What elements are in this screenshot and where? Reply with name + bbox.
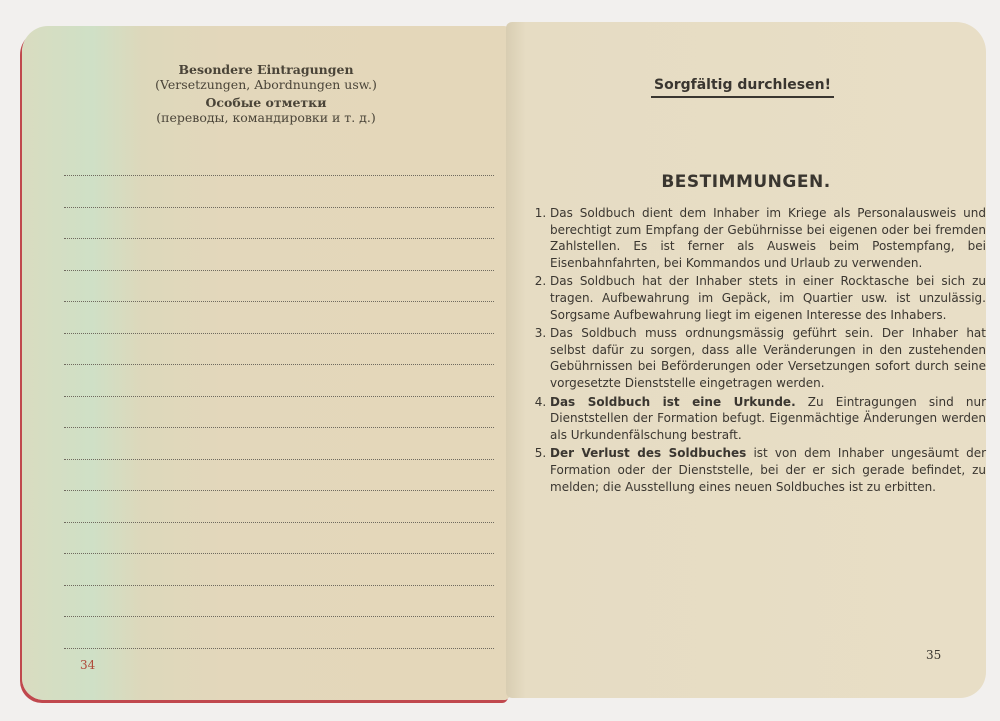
entry-line <box>64 396 494 397</box>
list-item: 3. Das Soldbuch muss ordnungsmässig geführt sein. Der Inhaber hat selbst dafür zu sorgen, dass alle Veränderungen in den zustehenden Gebührnissen bei Beförderungen oder Versetzungen sofort durch seine vorgesetzte Dienststelle eingetragen werden. <box>550 325 986 391</box>
read-carefully-notice: Sorgfältig durchlesen! <box>651 77 834 98</box>
page-number: 34 <box>80 658 96 672</box>
entry-line <box>64 585 494 586</box>
entry-line <box>64 616 494 617</box>
entry-line <box>64 270 494 271</box>
entry-line <box>64 427 494 428</box>
entry-line <box>64 175 494 176</box>
entry-line <box>64 207 494 208</box>
list-item: 2. Das Soldbuch hat der Inhaber stets in einer Rocktasche bei sich zu tragen. Aufbewahrung im Gepäck, im Quartier usw. ist unzulässig. Sorgsame Aufbewahrung liegt im eigenen Interesse des Inhabers. <box>550 273 986 323</box>
entry-line <box>64 333 494 334</box>
subheading-german: (Versetzungen, Abordnungen usw.) <box>155 77 377 92</box>
list-item: 5. Der Verlust des Soldbuches ist von dem Inhaber ungesäumt der Formation oder der Dienststelle, bei der er sich gerade befindet, zu melden; die Ausstellung eines neuen Soldbuches ist zu erbitten. <box>550 445 986 495</box>
list-item: 1. Das Soldbuch dient dem Inhaber im Kriege als Personalausweis und berechtigt zum Empfang der Gebührnisse bei eigenen oder bei fremden Zahlstellen. Es ist ferner als Ausweis beim Postempfang, bei Eisenbahnfahrten, bei Kommandos und Urlaub zu verwenden. <box>550 205 986 271</box>
page-number: 35 <box>926 648 942 662</box>
entry-line <box>64 490 494 491</box>
entry-line <box>64 553 494 554</box>
page-title: BESTIMMUNGEN. <box>661 172 831 192</box>
entry-line <box>64 648 494 649</box>
entry-line <box>64 522 494 523</box>
right-page <box>506 22 986 698</box>
heading-german: Besondere Eintragungen <box>178 62 354 77</box>
entry-line <box>64 238 494 239</box>
subheading-russian: (переводы, командировки и т. д.) <box>156 110 376 125</box>
entry-line <box>64 364 494 365</box>
regulations-list <box>520 205 986 497</box>
heading-russian: Особые отметки <box>205 95 327 110</box>
entry-line <box>64 301 494 302</box>
list-item: 4. Das Soldbuch ist eine Urkunde. Zu Eintragungen sind nur Dienststellen der Formation befugt. Eigenmächtige Änderungen werden als Urkundenfälschung bestraft. <box>550 394 986 444</box>
left-page <box>22 26 510 700</box>
entry-line <box>64 459 494 460</box>
